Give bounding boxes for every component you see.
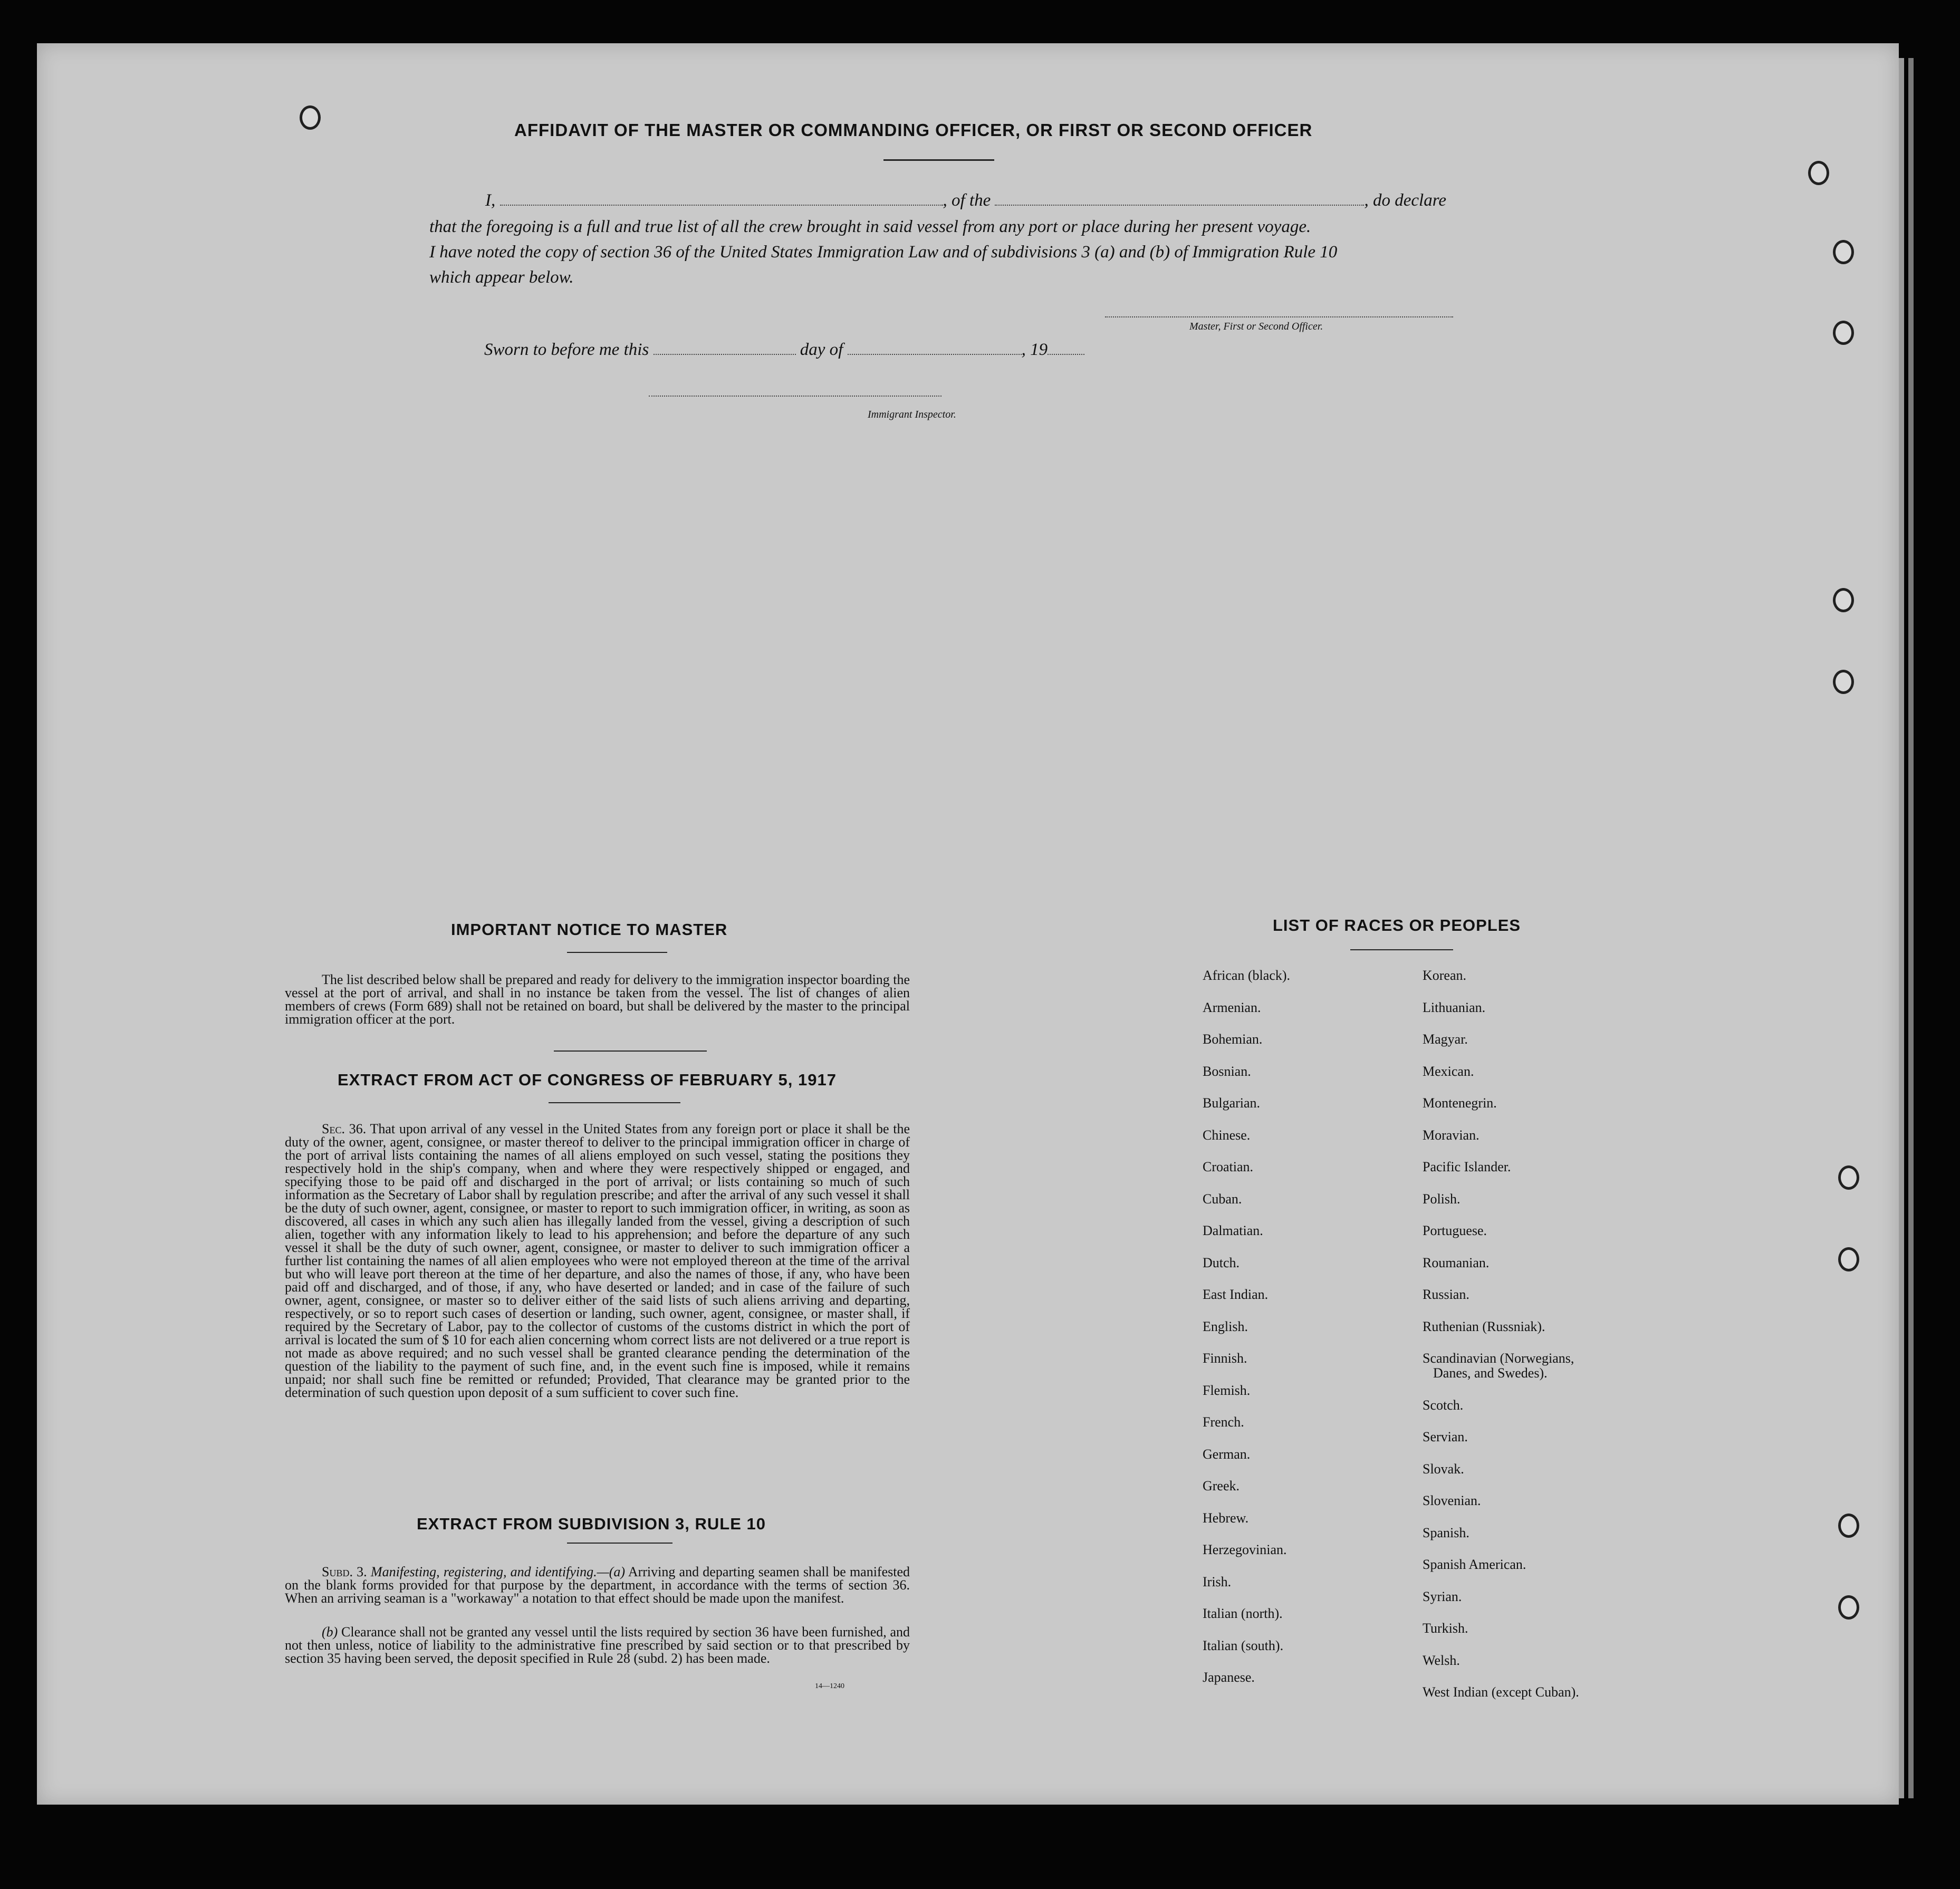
race-item: Bohemian. [1203, 1032, 1263, 1047]
race-item: West Indian (except Cuban). [1423, 1684, 1579, 1700]
act-rule [549, 1102, 680, 1103]
race-item: Croatian. [1203, 1159, 1254, 1174]
race-item: Hebrew. [1203, 1510, 1249, 1526]
race-item: East Indian. [1203, 1287, 1269, 1302]
affidavit-i-label: I, [485, 191, 496, 210]
sworn-year-blank[interactable] [1048, 340, 1084, 355]
race-item: Roumanian. [1423, 1255, 1490, 1270]
punch-hole [1833, 321, 1854, 345]
punch-hole [1838, 1595, 1859, 1620]
affidavit-declaration-line [485, 191, 1446, 210]
sworn-date-blank[interactable] [654, 340, 796, 355]
race-item: Slovenian. [1423, 1493, 1481, 1508]
race-item: Herzegovinian. [1203, 1542, 1287, 1557]
race-item: English. [1203, 1318, 1248, 1334]
sworn-day-of: day of [800, 340, 843, 359]
race-item: Slovak. [1423, 1461, 1464, 1477]
notice-text: The list described below shall be prepared and ready for delivery to the immigration inspector boarding the vessel at the port of arrival, and shall in no instance be taken from the vessel. The list of changes of alien members of crews (Form 689) shall not be retained on board, but shall be delivered by the master to the principal immigration officer at the port. [285, 972, 910, 1027]
race-item: Danes, and Swedes). [1433, 1365, 1548, 1381]
race-item: Mexican. [1423, 1063, 1474, 1079]
affidavit-line-4: which appear below. [429, 268, 574, 287]
race-item: Servian. [1423, 1429, 1468, 1444]
race-item: Turkish. [1423, 1621, 1468, 1636]
master-caption: Master, First or Second Officer. [1189, 321, 1323, 332]
of-the-label: , of the [943, 191, 991, 210]
punch-hole [1808, 161, 1829, 185]
act-body: That upon arrival of any vessel in the United States from any foreign port or place it shall be the duty of the owner, agent, consignee, or master thereof to deliver to the principal immigration officer in charge of the port of arrival lists containing the names of all aliens employed on such vessel, stating the positions they respectively hold in the ship's company, when and where they were respectively shipped or engaged, and specifying those to be paid off and discharged in the port of arrival; or lists containing so much of such information as the Secretary of Labor shall by regulation prescribe; and after the arrival of any such vessel it shall be the duty of such owner, agent, consignee, or master to report to such immigration officer, in writing, as soon as discovered, all cases in which any such alien has illegally landed from the vessel, giving a description of such alien, together with any information likely to lead to his apprehension; and before the departure of any such vessel it shall be the duty of such owner, agent, consignee, or master to deliver to such immigration officer a further list containing the names of all alien employees who were not employed thereon at the time of the arrival but who will leave port thereon at the time of her departure, and also the names of those, if any, who have been paid off and discharged, and of those, if any, who have deserted or landed; and in case of the failure of such owner, agent, consignee, or master so to deliver either of the said lists of such aliens arriving and departing, respectively, or so to report such cases of desertion or landing, such owner, agent, consignee, or master shall, if required by the Secretary of Labor, pay to the collector of customs of the customs district in which the port of arrival is located the sum of $ 10 for each alien concerning whom correct lists are not delivered or a true report is not made as above required; and no such vessel shall be granted clearance pending the determination of the question of the liability to the payment of such fine, and, in the event such fine is imposed, while it remains unpaid; nor shall such fine be remitted or refunded; Provided, That clearance may be granted prior to the determination of such question upon deposit of a sum sufficient to cover such fine. [285, 1121, 910, 1400]
race-item: Scotch. [1423, 1397, 1464, 1413]
race-item: Armenian. [1203, 999, 1261, 1015]
race-item: Spanish. [1423, 1525, 1469, 1540]
race-item: Scandinavian (Norwegians, [1423, 1351, 1574, 1366]
race-item: Japanese. [1203, 1670, 1255, 1685]
race-item: Finnish. [1203, 1351, 1247, 1366]
notice-rule [567, 952, 667, 953]
race-item: Montenegrin. [1423, 1095, 1497, 1111]
race-item: Spanish American. [1423, 1557, 1526, 1572]
rule-text-b [285, 1625, 910, 1665]
race-item: Irish. [1203, 1574, 1232, 1589]
affidavit-line-3: I have noted the copy of section 36 of the United States Immigration Law and of subdivisions 3 (a) and (b) of Immigration Rule 10 [429, 243, 1338, 262]
punch-hole [1838, 1247, 1859, 1271]
race-item: Dutch. [1203, 1255, 1240, 1270]
document-page [37, 43, 1899, 1805]
page-edge [1899, 58, 1904, 1798]
race-item: Greek. [1203, 1478, 1240, 1493]
race-item: African (black). [1203, 968, 1291, 983]
race-item: Welsh. [1423, 1652, 1460, 1668]
rule-rule [567, 1543, 672, 1544]
race-item: Magyar. [1423, 1032, 1468, 1047]
punch-hole [1833, 670, 1854, 694]
sworn-month-blank[interactable] [848, 340, 1022, 355]
rule-subdivision-label: Subd. 3. [322, 1564, 367, 1579]
inspector-signature-line[interactable] [649, 396, 941, 397]
rule-italic-title: Manifesting, registering, and identifying.—(a) [370, 1564, 626, 1579]
rule-body-b: Clearance shall not be granted any vessel until the lists required by section 36 have been furnished, and not then unless, notice of liability to the administrative fine prescribed by said section or to that prescribed by section 35 having been served, the deposit specified in Rule 28 (subd. 2) has been made. [285, 1624, 910, 1666]
race-item: Chinese. [1203, 1127, 1251, 1143]
punch-hole [300, 105, 321, 130]
race-item: Polish. [1423, 1191, 1461, 1207]
punch-hole [1838, 1514, 1859, 1538]
page-edge [1908, 58, 1914, 1798]
do-declare-label: , do declare [1364, 191, 1446, 210]
race-item: Korean. [1423, 968, 1467, 983]
affidavit-line-2: that the foregoing is a full and true list of all the crew brought in said vessel from any port or place during her present voyage. [429, 217, 1311, 236]
form-number: 14—1240 [815, 1682, 844, 1690]
punch-hole [1838, 1165, 1859, 1190]
rule-text-a [285, 1565, 910, 1605]
race-item: Dalmatian. [1203, 1223, 1263, 1238]
rule-b-label: (b) [322, 1624, 338, 1640]
race-item: German. [1203, 1446, 1251, 1462]
race-item: Russian. [1423, 1287, 1469, 1302]
race-item: Flemish. [1203, 1382, 1251, 1398]
race-item: Pacific Islander. [1423, 1159, 1511, 1174]
races-rule [1350, 949, 1453, 950]
act-heading: EXTRACT FROM ACT OF CONGRESS OF FEBRUARY 5, 1917 [338, 1071, 837, 1089]
race-item: Ruthenian (Russniak). [1423, 1318, 1545, 1334]
act-section-label: Sec. 36. [322, 1121, 367, 1136]
sworn-line [484, 340, 1084, 360]
affidavit-title: AFFIDAVIT OF THE MASTER OR COMMANDING OFFICER, OR FIRST OR SECOND OFFICER [514, 120, 1313, 140]
punch-hole [1833, 588, 1854, 612]
sworn-prefix: Sworn to before me this [484, 340, 649, 359]
race-item: French. [1203, 1414, 1244, 1430]
master-signature-line[interactable] [1105, 316, 1453, 317]
race-item: Cuban. [1203, 1191, 1242, 1207]
race-item: Italian (south). [1203, 1637, 1284, 1653]
act-text [285, 1122, 910, 1399]
punch-hole [1833, 240, 1854, 264]
race-item: Moravian. [1423, 1127, 1479, 1143]
name-blank[interactable] [500, 191, 943, 206]
sworn-year: , 19 [1021, 340, 1048, 359]
notice-heading: IMPORTANT NOTICE TO MASTER [451, 920, 728, 939]
races-heading: LIST OF RACES OR PEOPLES [1273, 916, 1521, 934]
race-item: Bulgarian. [1203, 1095, 1261, 1111]
notice-end-rule [554, 1050, 707, 1052]
title-rule [883, 159, 994, 161]
race-item: Portuguese. [1423, 1223, 1487, 1238]
race-item: Bosnian. [1203, 1063, 1251, 1079]
race-item: Syrian. [1423, 1588, 1462, 1604]
inspector-caption: Immigrant Inspector. [868, 409, 956, 420]
race-item: Lithuanian. [1423, 999, 1486, 1015]
vessel-blank[interactable] [995, 191, 1364, 206]
race-item: Italian (north). [1203, 1606, 1283, 1621]
rule-heading: EXTRACT FROM SUBDIVISION 3, RULE 10 [417, 1515, 766, 1533]
rule-body-a: Arriving and departing seamen shall be manifested on the blank forms provided for that purpose by the department, in accordance with the terms of section 36. When an arriving seaman is a "workaway" a notation to that effect should be made upon the manifest. [285, 1564, 910, 1606]
